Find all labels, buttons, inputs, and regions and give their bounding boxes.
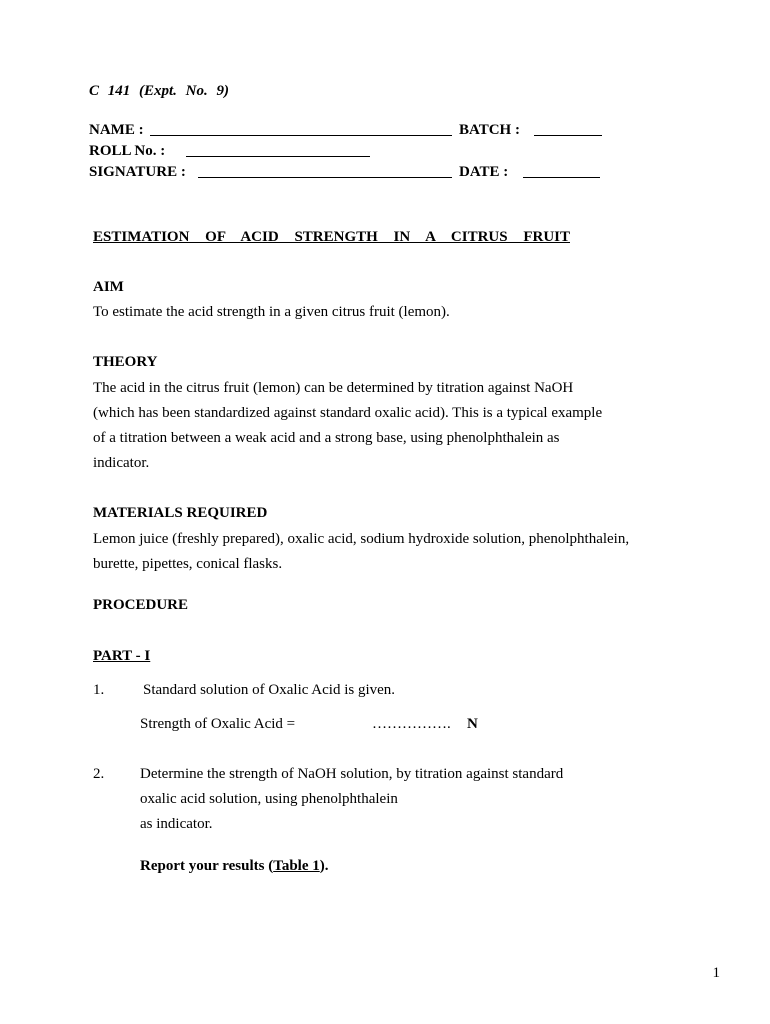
step-2-text xyxy=(140,762,563,837)
materials-line: Lemon juice (freshly prepared), oxalic acid, sodium hydroxide solution, phenolphthalein, xyxy=(93,531,630,547)
theory-line: of a titration between a weak acid and a strong base, using phenolphthalein as xyxy=(93,430,560,446)
report-prefix: Report your results ( xyxy=(140,858,274,874)
aim-heading: AIM xyxy=(93,279,124,295)
oxalic-strength-unit: N xyxy=(467,716,478,732)
aim-text: To estimate the acid strength in a given citrus fruit (lemon). xyxy=(93,304,450,320)
step-1-text: Standard solution of Oxalic Acid is given. xyxy=(143,682,396,698)
oxalic-strength-blank[interactable]: ……………. xyxy=(372,716,451,732)
step-2-line: oxalic acid solution, using phenolphthalein xyxy=(140,791,398,807)
theory-text xyxy=(93,376,602,476)
roll-field-line[interactable] xyxy=(186,156,370,157)
step-2-number: 2. xyxy=(93,766,105,782)
part-one-heading: PART - I xyxy=(93,648,151,664)
oxalic-strength-label: Strength of Oxalic Acid = xyxy=(140,716,296,732)
page-number: 1 xyxy=(712,965,720,981)
report-instruction xyxy=(140,858,328,875)
roll-label: ROLL No. : xyxy=(89,143,166,159)
materials-text xyxy=(93,527,629,577)
step-1-number: 1. xyxy=(93,682,105,698)
theory-line: The acid in the citrus fruit (lemon) can be determined by titration against NaOH xyxy=(93,380,574,396)
experiment-title: ESTIMATION OF ACID STRENGTH IN A CITRUS FRUIT xyxy=(93,229,570,245)
procedure-heading: PROCEDURE xyxy=(93,597,189,613)
batch-label: BATCH : xyxy=(459,122,520,138)
course-code: C 141 (Expt. No. 9) xyxy=(89,83,229,99)
materials-line: burette, pipettes, conical flasks. xyxy=(93,556,283,572)
name-field-line[interactable] xyxy=(150,135,452,136)
name-label: NAME : xyxy=(89,122,144,138)
batch-field-line[interactable] xyxy=(534,135,602,136)
step-2-line: as indicator. xyxy=(140,816,213,832)
theory-line: indicator. xyxy=(93,455,150,471)
signature-label: SIGNATURE : xyxy=(89,164,186,180)
theory-heading: THEORY xyxy=(93,354,158,370)
date-field-line[interactable] xyxy=(523,177,600,178)
theory-line: (which has been standardized against standard oxalic acid). This is a typical example xyxy=(93,405,603,421)
materials-heading: MATERIALS REQUIRED xyxy=(93,505,268,521)
step-2-line: Determine the strength of NaOH solution, by titration against standard xyxy=(140,766,564,782)
report-suffix: ). xyxy=(319,858,329,874)
date-label: DATE : xyxy=(459,164,509,180)
signature-field-line[interactable] xyxy=(198,177,452,178)
table-1-reference: Table 1 xyxy=(273,858,320,874)
